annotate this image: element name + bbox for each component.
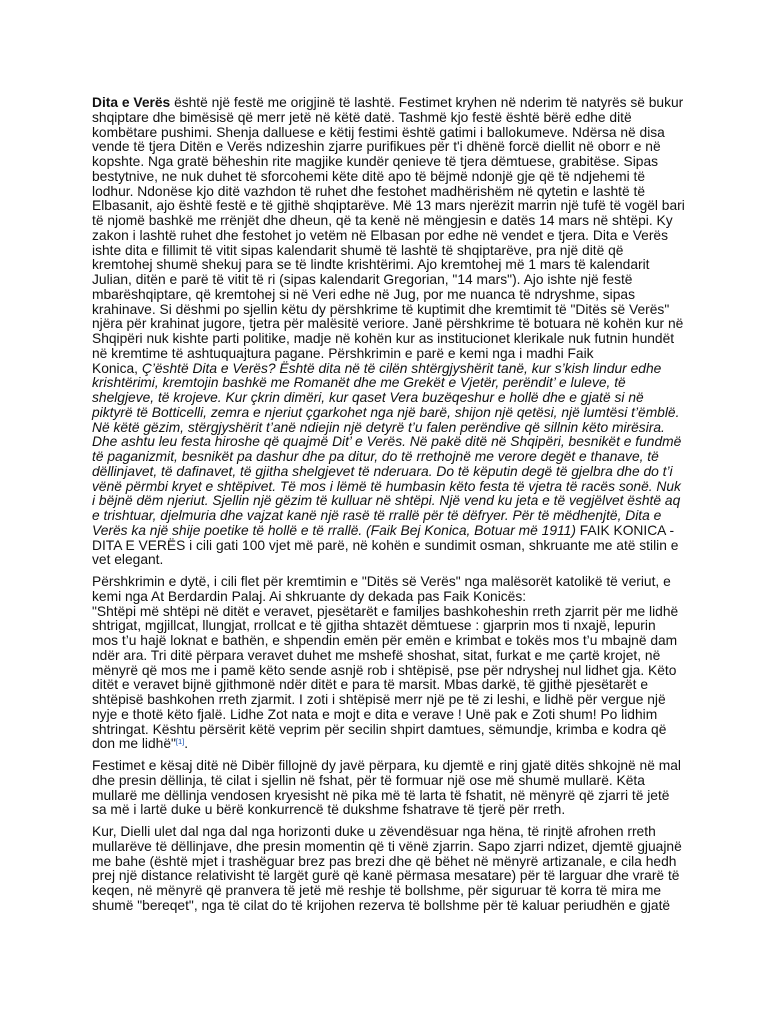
text-line: Julian, ditën e parë të vitit të ri (sipas kalendarit Gregorian, "14 mars"). Ajo ishte një festë [92, 272, 633, 287]
paragraph-bonfire [92, 825, 732, 914]
text-segment: FAIK KONICA - [575, 522, 675, 538]
text-line [92, 524, 732, 539]
text-line: shumë "bereqet", nga të cilat do të krijohen rezerva të bollshme për të kaluar periudhën e gjatë [92, 897, 671, 913]
text-line: ishte dita e fillimit të vitit sipas kalendarit shumë të lashtë të shqiptarëve, pra një ditë që [92, 242, 624, 258]
text-line: njëra për krahinat jugore, tjetra për malësitë veriore. Janë përshkrime të botuara në kohën kur në [92, 316, 684, 332]
text-line: mullarëve të dëllinjave, dhe presin momentin që ti vënë zjarrin. Sapo zjarri ndizet, djemtë gjuajnë [92, 838, 682, 854]
text-segment: Konica, [92, 360, 142, 376]
quote-line: i bëjnë dëm njeriut. Sjellin një gëzim të kulluar në shtëpi. Një vend ku jeta e të vegjëlvet është aq [92, 493, 681, 509]
text-line: vet elegant. [92, 552, 164, 568]
text-line: krahinave. Si dëshmi po sjellin këtu dy përshkrime të kuptimit dhe kremtimit të "Ditës së Verës" [92, 301, 670, 317]
quote-line: dëllinjavet, të dafinavet, të gjitha shelgjevet të nderuara. Do të këputin degë të gjelbra dhe do t’i [92, 463, 673, 479]
text-line: mënyrë që mos me i pamë këto sende asnjë rob i shtëpisë, pse për ndryshej nul lidhet gja. Këto [92, 662, 677, 678]
text-line: ndër ara. Tri ditë përpara veravet duhet me mshefë shoshat, sitat, furkat e me çartë krojet, në [92, 647, 661, 663]
text-line: Përshkrimin e dytë, i cili flet për kremtimin e "Ditës së Verës" nga malësorët katolikë të veriut, e [92, 574, 671, 589]
text-line: keqen, në mënyrë që pranvera të jetë më reshje të bollshme, për siguruar të korra të mira me [92, 883, 662, 898]
text-line: sa më i lartë duke u bërë konkurrencë të dukshme fshatrave të tjerë për rreth. [92, 802, 566, 818]
text-line: shtrigat, mgjillcat, llungjat, rrollcat e të gjitha shtazët dëmtuese : gjarprin mos ti nxajë, lepurin [92, 618, 656, 634]
footnote-link[interactable]: [1] [175, 737, 185, 747]
text-line: kemi nga At Berdardin Palaj. Ai shkruante dy dekada pas Faik Konicës: [92, 588, 527, 604]
text-line [92, 96, 732, 111]
text-line: shtëpisë bashkohen rreth zjarmit. I zoti i shtëpisë merr një pe të zi leshi, e lidhë për vergue një [92, 692, 666, 707]
text-line: Kur, Dielli ulet dal nga dal nga horizonti duke u zëvendësuar nga hëna, të rinjtë afrohen rreth [92, 824, 656, 839]
text-segment: është një festë me origjinë të lashtë. Festimet kryhen në nderim të natyrës së bukur [170, 95, 684, 110]
text-line: bestytnive, ne nuk duhet të sforcohemi këte ditë apo të bëjmë ndonjë gje që të ndjehemi të [92, 168, 646, 184]
text-line: zakon i lashtë ruhet dhe festohet jo vetëm në Elbasan por edhe në vendet e tjera. Dita e Verës [92, 227, 669, 243]
text-line [92, 737, 732, 752]
quote-italic: Ç’është Dita e Verës? Është dita në të cilën shtërgjyshërit tanë, kur s’kish lindur edhe [141, 360, 662, 376]
text-line: kremtohej shumë shekuj para se të lindte krishtërimi. Ajo kremtohej më 1 mars të kalendarit [92, 257, 650, 273]
text-segment: don me lidhë" [92, 736, 176, 752]
title-term: Dita e Verës [92, 95, 171, 110]
quote-line: e trishtuar, djelmuria dhe vajzat kanë një rasë të rrallë për të dëfryer. Për të mëdhenjtë, Dita e [92, 508, 662, 523]
paragraph-second-description [92, 575, 732, 752]
text-line: shqiptare dhe bimësisë që merr jetë në këtë datë. Tashmë kjo festë është bërë edhe ditë [92, 109, 632, 125]
quote-italic: Verës ka një shije poetike të hollë e të rrallë. (Faik Bej Konica, Botuar më 1911) [92, 522, 576, 538]
text-segment: . [184, 736, 189, 752]
text-line: me bahe (është mjet i trashëguar brez pas brezi dhe që bëhet në mënyrë artizanale, e cila hedh [92, 853, 677, 869]
text-line: mos t’u hajë loknat e bathën, e shpendin emën për emën e krimbat e tokës mos t’u mbajnë dam [92, 633, 678, 648]
text-line: të njomë bashkë me rrënjët dhe dheun, që ta kenë në mëngjesin e datës 14 mars në shtëpi. Ky [92, 213, 673, 228]
text-line: vende të tjera Ditën e Verës ndizeshin zjarre purifikues për t'i dhënë forcë diellit në oborr e në [92, 139, 661, 155]
paragraph-diber [92, 759, 732, 818]
text-line: në kremtime të ashtuquajtura pagane. Përshkrimin e parë e kemi nga i madhi Faik [92, 345, 594, 361]
quote-line: Dhe ashtu leu festa hiroshe që quajmë Dit’ e Verës. Në pakë ditë në Shqipëri, besnikët e fundmë [92, 434, 682, 450]
text-line: mbarëshqiptare, që kremtohej si në Veri edhe në Jug, por me nuanca të ndryshme, sipas [92, 286, 635, 302]
text-line: prej një distance relativisht të largët gurë që kanë përmasa mesatare) për të larguar dhe vrarë të [92, 868, 680, 884]
text-line: mullarë me dëllinja vendosen kryesisht në pika më të larta të fshatit, në mënyrë që zjarri të jetë [92, 787, 670, 803]
text-line: dhe presin dëllinja, të cilat i sjellin në fshat, për të formuar një ose më shumë mullarë. Këta [92, 772, 645, 788]
quote-line: krishtërimi, kremtojin bashkë me Romanët dhe me Grekët e Vjetër, perëndit’ e luleve, të [92, 375, 626, 391]
text-line: ditët e veravet bijnë gjithmonë ndër ditët e para të marsit. Mbas darkë, të gjithë pjesëtarët e [92, 677, 649, 693]
text-line [92, 362, 732, 377]
paragraph-intro [92, 96, 732, 568]
text-line: Elbasanit, ajo është festë e të gjithë shqiptarëve. Më 13 mars njerëzit marrin një tufë të vogël bari [92, 198, 685, 214]
quote-line: shelgjeve, të krojeve. Kur çkrin dimëri, kur qaset Vera buzëqeshur e hollë dhe e gjatë si në [92, 390, 644, 405]
text-line: lodhur. Ndonëse kjo ditë vazhdon të ruhet dhe festohet madhërishëm në qytetin e lashtë të [92, 183, 646, 199]
text-line: Festimet e kësaj ditë në Dibër fillojnë dy javë përpara, ku djemtë e rinj gjatë ditës shkojnë në mal [92, 758, 681, 773]
text-line: kombëtare pushimi. Shenja dalluese e këtij festimi është gatimi i ballokumeve. Ndërsa në disa [92, 124, 665, 140]
text-line: nyje e thotë këto fjalë. Lidhe Zot nata e mojt e dita e verave ! Unë pak e Zoti shum! Po lidhim [92, 706, 658, 722]
text-line: shtringat. Kështu përsërit këtë veprim për secilin shpirt damtues, sëmundje, krimba e kodra që [92, 721, 667, 737]
text-line: Shqipëri nuk kishte parti politike, madje në kohën kur as institucionet klerikale nuk futnin hundët [92, 331, 675, 346]
text-line: kopshte. Nga gratë bëheshin rite magjike kundër qenieve të tjera dëmtuese, grabitëse. Sipas [92, 154, 659, 169]
document-page [92, 96, 732, 921]
quote-line: të paganizmit, besnikët pa dashur dhe pa ditur, do të rrethojnë me verore degët e thanave, të [92, 449, 659, 464]
quote-line: piktyrë të Botticelli, zemra e njeriut çgarkohet nga një barë, shijon një qetësi, një lumtësi t’ëmblë. [92, 404, 680, 420]
text-line: DITA E VERËS i cili gati 100 vjet më parë, në kohën e sundimit osman, shkruante me atë stilin e [92, 537, 679, 553]
quote-line: Në këtë gëzim, stërgjyshërit t’anë ndiejin një detyrë t’u falen perëndive që sillnin këto mirësira. [92, 419, 665, 435]
quote-line: vënë përmbi kryet e shtëpivet. Të mos i lëmë të humbasin këto festa të vjetra të racës sonë. Nuk [92, 478, 681, 494]
text-line: "Shtëpi më shtëpi në ditët e veravet, pjesëtarët e familjes bashkoheshin rreth zjarrit për me lidhë [92, 603, 679, 619]
